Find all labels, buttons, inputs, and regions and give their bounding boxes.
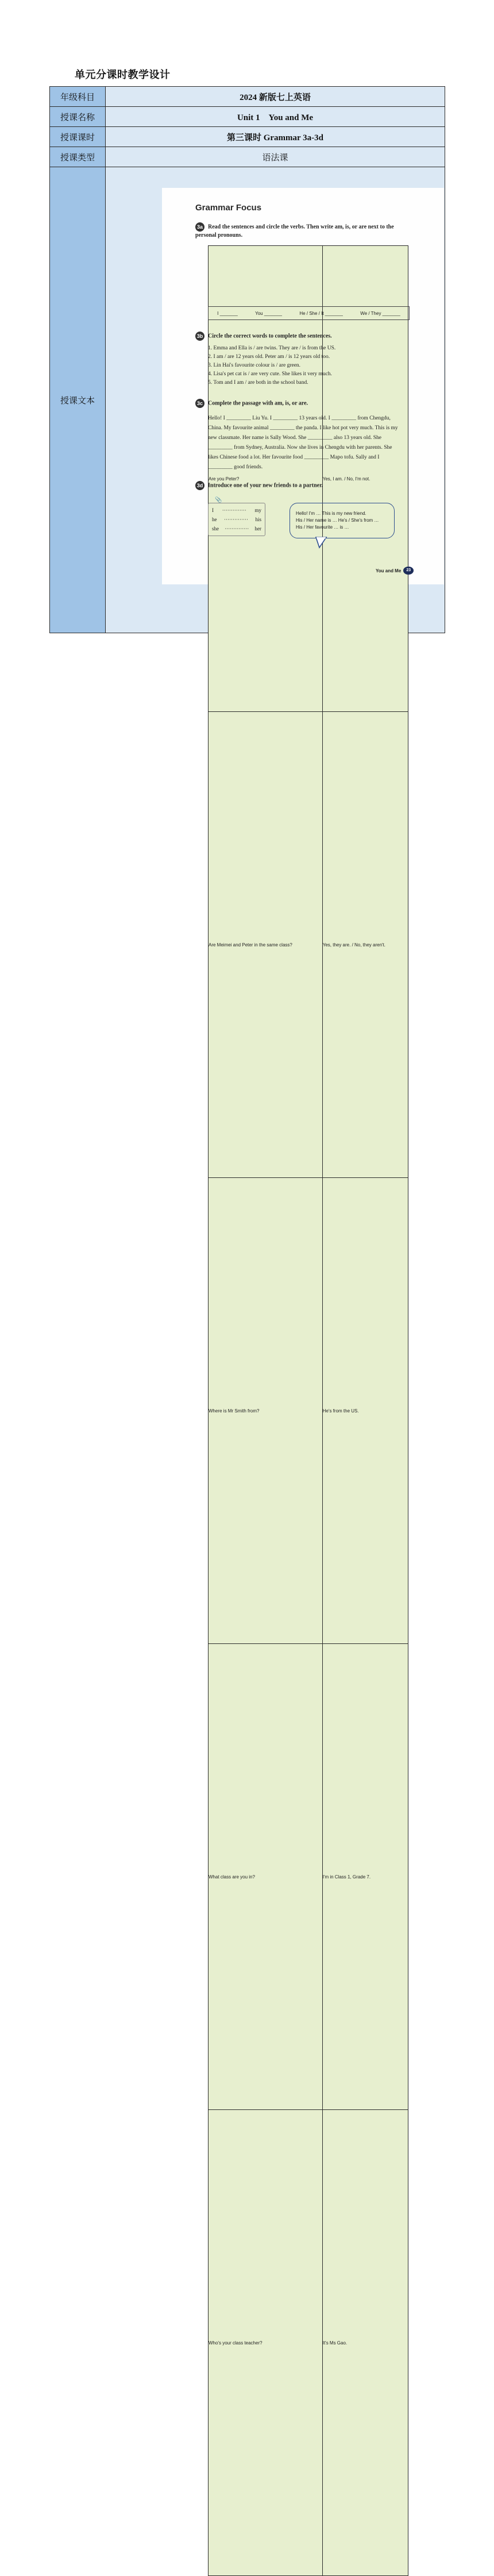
speech-bubble: Hello! I'm … This is my new friend. His / Her name is … He's / She's from … His / Her favourite … is … <box>290 503 395 538</box>
textbook-cell <box>106 167 445 2346</box>
task-number-badge: 3d <box>195 481 204 490</box>
task-3b-list <box>208 344 335 387</box>
table-row: Are you Peter? Yes, I am. / No, I'm not. <box>209 246 408 712</box>
row-lesson-name <box>50 107 445 127</box>
row-grade-subject <box>50 87 445 107</box>
list-item: 2. I am / are 12 years old. Peter am / is 12 years old too. <box>208 354 330 360</box>
list-item: 1. Emma and Ella is / are twins. They are / is from the US. <box>208 345 336 351</box>
task-3a-instruction: 3a Read the sentences and circle the verbs. Then write am, is, or are next to the personal pronouns. <box>195 222 414 239</box>
speech-bubble-tail-icon <box>316 537 330 549</box>
task-3d-instruction: 3d Introduce one of your new friends to a partner. <box>195 481 414 490</box>
grammar-focus-heading: Grammar Focus <box>195 203 262 213</box>
table-row: Are Meimei and Peter in the same class? Yes, they are. / No, they aren't. <box>209 712 408 1178</box>
page-footer: You and Me 23 <box>376 567 414 575</box>
task-3c-passage: Hello! I _________ Liu Yu. I _________ 13 years old. I _________ from Chengdu, China. My favourite animal _________ the panda. I like hot pot very much. This is my new classmate. Her name is Sally Wood. She _________ also 13 years old. She _________ from Sydney, Australia. Now she lives in Chengdu with her parents. She likes Chinese food a lot. Her favourite food _________ Mapo tofu. Sally and I _________ good friends. <box>208 415 398 470</box>
pronoun-hint-card: I ·············· my he ·············· his she ·············· her <box>208 503 265 536</box>
list-item: 5. Tom and I am / are both in the school band. <box>208 380 308 386</box>
row-label: 授课课时 <box>50 127 106 147</box>
table-row: Where is Mr Smith from? He's from the US. <box>209 1178 408 1644</box>
row-lesson-text <box>50 167 445 633</box>
row-value: Unit 1 You and Me <box>106 107 445 127</box>
textbook-page-image <box>162 188 444 2346</box>
task-number-badge: 3b <box>195 332 204 341</box>
task-number-badge: 3c <box>195 399 204 408</box>
row-label: 授课文本 <box>50 167 106 633</box>
lesson-plan-table <box>49 86 445 2346</box>
list-item: 4. Lisa's pet cat is / are very cute. She likes it very much. <box>208 371 332 377</box>
pronoun-blanks-box: I _______ You _______ He / She / It _______ We / They _______ <box>208 306 410 320</box>
task-number-badge: 3a <box>195 222 204 232</box>
table-row: Who's your class teacher? It's Ms Gao. <box>209 2110 408 2576</box>
row-lesson-type <box>50 147 445 167</box>
task-3b-instruction: 3b Circle the correct words to complete the sentences. <box>195 332 414 341</box>
table-row: What class are you in? I'm in Class 1, Grade 7. <box>209 1644 408 2110</box>
row-label: 授课名称 <box>50 107 106 127</box>
paperclip-icon: 📎 <box>215 497 222 503</box>
list-item: 3. Lin Hai's favourite colour is / are green. <box>208 363 301 368</box>
row-label: 年级科目 <box>50 87 106 107</box>
row-value: 语法课 <box>106 147 445 167</box>
document-title: 单元分课时教学设计 <box>75 69 171 81</box>
row-value: 2024 新版七上英语 <box>106 87 445 107</box>
task-3c-instruction: 3c Complete the passage with am, is, or are. <box>195 399 414 408</box>
page-number-badge: 23 <box>403 567 414 575</box>
task-3a-table <box>208 245 408 2576</box>
row-lesson-period <box>50 127 445 147</box>
row-label: 授课类型 <box>50 147 106 167</box>
row-value: 第三课时 Grammar 3a-3d <box>106 127 445 147</box>
